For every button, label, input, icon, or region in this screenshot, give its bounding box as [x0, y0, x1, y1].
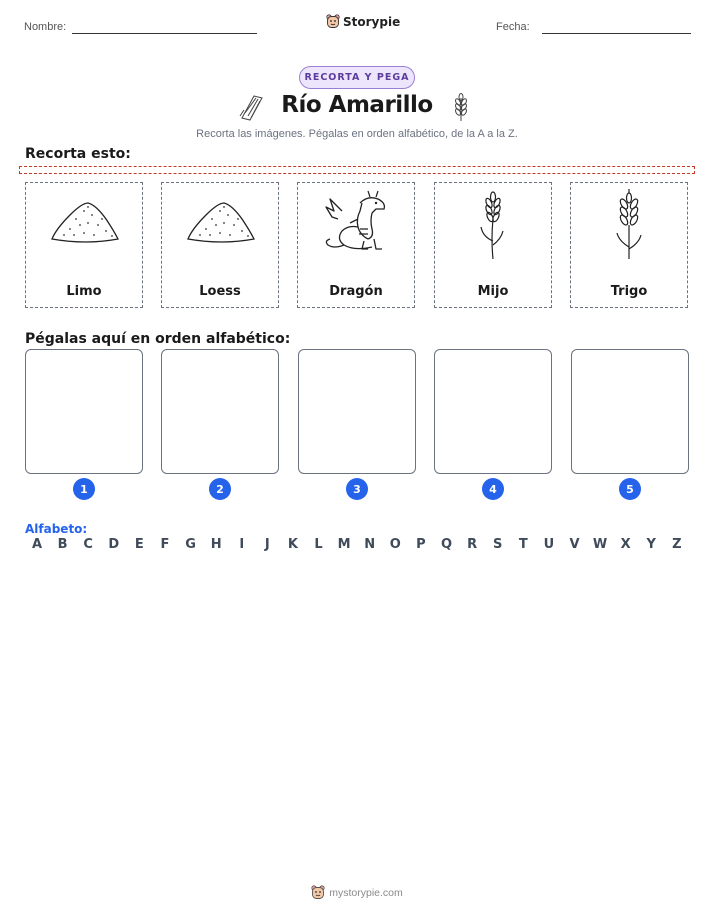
alphabet-letter: W	[592, 537, 608, 552]
alphabet-letter: F	[160, 537, 170, 552]
alphabet-letter: J	[264, 537, 270, 552]
cut-card-mijo[interactable]	[434, 182, 552, 308]
cut-card-trigo[interactable]	[570, 182, 688, 308]
paste-section-heading: Pégalas aquí en orden alfabético:	[25, 331, 291, 347]
brand-logo	[326, 14, 400, 30]
millet-stalk-icon	[435, 189, 551, 261]
alphabet-letter: Q	[440, 537, 453, 552]
alphabet-letter: X	[620, 537, 631, 552]
footer-url[interactable]: mystorypie.com	[329, 887, 403, 899]
paste-box-5[interactable]	[571, 349, 689, 474]
alphabet-letter: K	[287, 537, 298, 552]
alphabet-letter: G	[185, 537, 196, 552]
alphabet-letter: H	[210, 537, 222, 552]
storypie-mascot-icon	[311, 885, 325, 901]
cut-line	[19, 166, 695, 174]
storypie-mascot-icon	[326, 14, 340, 30]
alphabet-letter: Y	[646, 537, 656, 552]
alphabet-letter: O	[389, 537, 401, 552]
alphabet-letter: U	[543, 537, 555, 552]
card-label: Mijo	[477, 284, 509, 299]
footer	[0, 885, 714, 901]
name-label: Nombre:	[24, 21, 67, 33]
brand-name: Storypie	[343, 15, 401, 29]
cut-section-heading: Recorta esto:	[25, 146, 131, 162]
number-badge-5: 5	[619, 478, 641, 500]
alphabet-letter: V	[569, 537, 580, 552]
alphabet-letter: R	[467, 537, 478, 552]
alphabet-letter: D	[108, 537, 120, 552]
alphabet-letter: C	[83, 537, 93, 552]
alphabet-letter: M	[337, 537, 351, 552]
alphabet-letter: Z	[672, 537, 682, 552]
number-badge-3: 3	[346, 478, 368, 500]
alphabet-letter: E	[134, 537, 144, 552]
alphabet-letter: L	[314, 537, 323, 552]
alphabet-letter: T	[518, 537, 528, 552]
sand-pile-icon	[162, 189, 278, 249]
number-badge-2: 2	[209, 478, 231, 500]
title-row	[0, 92, 714, 124]
paste-box-1[interactable]	[25, 349, 143, 474]
alphabet-letter: S	[493, 537, 503, 552]
number-badge-1: 1	[73, 478, 95, 500]
alphabet-row	[25, 537, 689, 552]
instructions: Recorta las imágenes. Pégalas en orden alfabético, de la A a la Z.	[196, 128, 518, 140]
paste-box-4[interactable]	[434, 349, 552, 474]
paste-box-2[interactable]	[161, 349, 279, 474]
cut-card-dragon[interactable]	[297, 182, 415, 308]
card-label: Trigo	[610, 284, 648, 299]
activity-badge: RECORTA Y PEGA	[299, 66, 415, 89]
paste-box-3[interactable]	[298, 349, 416, 474]
alphabet-letter: A	[31, 537, 43, 552]
alphabet-letter: B	[57, 537, 68, 552]
wheat-ear-icon	[450, 92, 472, 122]
alphabet-letter: I	[239, 537, 245, 552]
dragon-icon	[298, 189, 414, 255]
date-label: Fecha:	[496, 21, 530, 33]
name-field[interactable]	[72, 33, 257, 34]
header	[0, 14, 714, 44]
number-badge-4: 4	[482, 478, 504, 500]
card-label: Dragón	[329, 284, 383, 299]
page-title: Río Amarillo	[281, 92, 433, 118]
sand-pile-icon	[26, 189, 142, 249]
alphabet-letter: P	[416, 537, 426, 552]
card-label: Loess	[199, 284, 241, 299]
cut-card-limo[interactable]	[25, 182, 143, 308]
alphabet-letter: N	[364, 537, 376, 552]
card-label: Limo	[66, 284, 102, 299]
wheat-stalk-icon	[571, 189, 687, 261]
date-field[interactable]	[542, 33, 691, 34]
alphabet-label: Alfabeto:	[25, 522, 88, 536]
cut-card-loess[interactable]	[161, 182, 279, 308]
